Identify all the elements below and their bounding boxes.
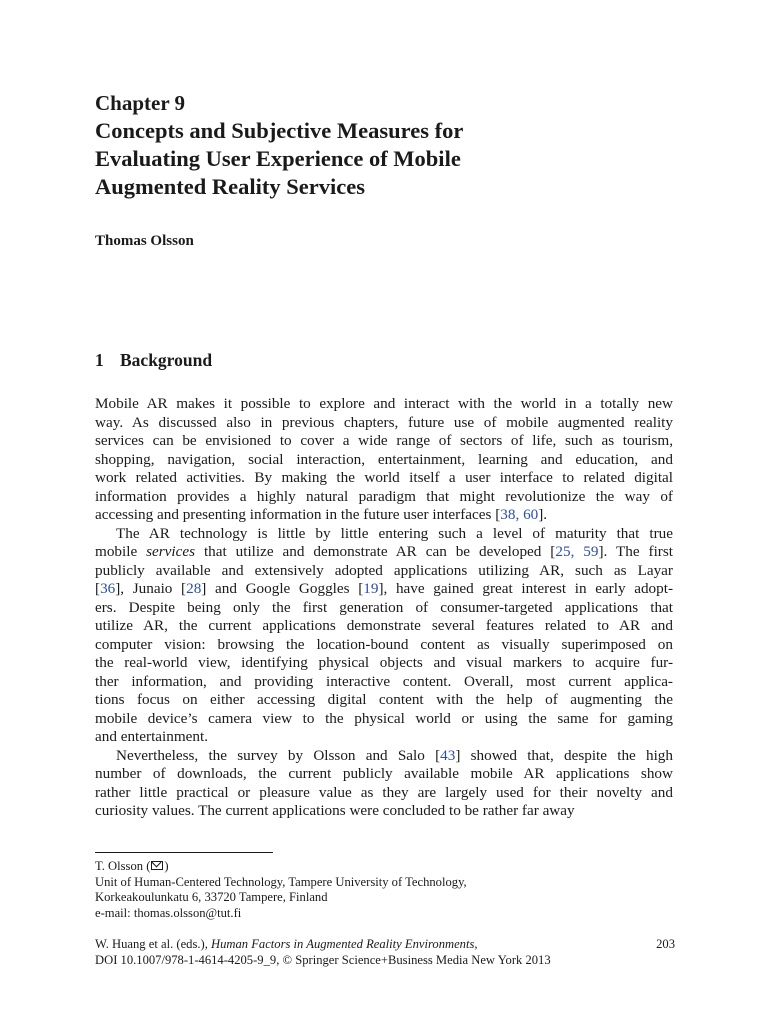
text-span: ther information, and providing interactive content. Overall, most current applica-	[95, 672, 673, 690]
author-name: Thomas Olsson	[95, 233, 194, 249]
text-span: tions focus on either accessing digital content with the help of augmenting the	[95, 691, 673, 708]
text-span: publicly available and extensively adopted applications utilizing AR, such as Layar	[95, 561, 673, 579]
envelope-icon	[151, 861, 163, 870]
text-span: Nevertheless, the survey by Olsson and Salo [	[116, 746, 441, 764]
text-line	[95, 784, 673, 803]
text-span: ] showed that, despite the high	[455, 746, 673, 764]
footnote-affiliation: Unit of Human-Centered Technology, Tampere University of Technology,	[95, 874, 467, 889]
citation-link[interactable]: 19	[363, 580, 379, 597]
text-span: accessing and presenting information in the future user interfaces [	[95, 506, 501, 523]
text-span: curiosity values. The current applications were concluded to be rather far away	[95, 802, 575, 819]
body-text	[95, 395, 673, 821]
chapter-title-line: Augmented Reality Services	[95, 174, 365, 199]
text-line	[95, 747, 673, 766]
citation-link[interactable]: 28	[186, 580, 202, 597]
text-line	[95, 710, 673, 729]
text-line	[95, 765, 673, 784]
page-number: 203	[656, 937, 675, 951]
footnote-author: T. Olsson	[95, 859, 144, 873]
citation-link[interactable]: 36	[100, 580, 116, 597]
body-paragraph	[95, 525, 673, 747]
section-number: 1	[95, 350, 104, 370]
chapter-label: Chapter 9	[95, 91, 186, 115]
text-span: number of downloads, the current publicly available mobile AR applications show	[95, 765, 673, 782]
text-line	[95, 562, 673, 581]
citation-link[interactable]: 38, 60	[500, 506, 539, 523]
text-line	[95, 802, 673, 821]
text-span: ]. The first	[598, 543, 673, 560]
text-line	[95, 580, 673, 599]
text-span: services can be envisioned to cover a wide range of sectors of life, such as tourism,	[95, 432, 673, 449]
text-span: ].	[538, 506, 548, 523]
text-span: Mobile AR makes it possible to explore and interact with the world in a totally new	[95, 395, 673, 412]
section-title: Background	[120, 350, 213, 370]
text-span: information provides a highly natural paradigm that might revolutionize the way of	[95, 487, 673, 505]
text-line	[95, 395, 673, 414]
publication-doi[interactable]: DOI 10.1007/978-1-4614-4205-9_9, © Springer Science+Business Media New York 2013	[95, 952, 551, 967]
text-span: shopping, navigation, social interaction, entertainment, learning and education, and	[95, 450, 673, 468]
section-heading	[95, 350, 212, 371]
text-span: work related activities. By making the world itself a user interface to related digital	[95, 469, 673, 486]
text-span: that utilize and demonstrate AR can be developed [	[195, 543, 556, 560]
text-span: ], Junaio [	[115, 580, 187, 597]
footnote-address: Korkeakoulunkatu 6, 33720 Tampere, Finland	[95, 890, 328, 904]
text-span: utilize AR, the current applications demonstrate several features related to AR and	[95, 617, 673, 634]
publication-info	[95, 937, 675, 968]
text-line	[95, 636, 673, 655]
text-span: computer vision: browsing the location-bound content as visually superimposed on	[95, 635, 673, 653]
text-span: the real-world view, identifying physical objects and visual markers to acquire fur-	[95, 654, 673, 671]
text-span: ] and Google Goggles [	[201, 580, 364, 597]
publication-separator: ,	[474, 937, 478, 951]
text-line	[95, 654, 673, 673]
text-line	[95, 691, 673, 710]
body-paragraph	[95, 395, 673, 525]
text-span: [	[95, 580, 101, 597]
text-span: The AR technology is little by little entering such a level of maturity that true	[116, 524, 673, 542]
text-line	[95, 469, 673, 488]
text-line	[95, 543, 673, 562]
text-span: way. As discussed also in previous chapters, future use of mobile augmented reality	[95, 413, 673, 431]
footnote-divider	[95, 852, 273, 853]
text-line	[95, 506, 673, 525]
chapter-title	[95, 117, 675, 201]
text-span: ], have gained great interest in early adopt-	[378, 580, 673, 597]
text-span: rather little practical or pleasure value as they are largely used for their novelty and	[95, 783, 673, 801]
publication-editors: W. Huang et al. (eds.),	[95, 937, 211, 951]
citation-link[interactable]: 25, 59	[555, 543, 599, 560]
text-line	[95, 488, 673, 507]
text-span: mobile	[95, 543, 147, 560]
chapter-title-line: Evaluating User Experience of Mobile	[95, 146, 461, 171]
text-line	[95, 728, 673, 747]
author-footnote	[95, 859, 467, 921]
book-title: Human Factors in Augmented Reality Environments	[211, 937, 475, 951]
text-line	[95, 432, 673, 451]
text-line	[95, 673, 673, 692]
body-paragraph	[95, 747, 673, 821]
footnote-name-line: T. Olsson ( )	[95, 859, 169, 873]
publication-editors-line	[95, 937, 675, 953]
emphasis-text: services	[146, 543, 196, 560]
text-line	[95, 451, 673, 470]
text-span: mobile device’s camera view to the physical world or using the same for gaming	[95, 709, 673, 727]
citation-link[interactable]: 43	[440, 746, 456, 764]
text-line	[95, 617, 673, 636]
text-span: and entertainment.	[95, 728, 209, 745]
chapter-title-line: Concepts and Subjective Measures for	[95, 118, 464, 143]
text-line	[95, 525, 673, 544]
text-span: ers. Despite being only the first generation of consumer-targeted applications that	[95, 598, 673, 616]
text-line	[95, 599, 673, 618]
footnote-email[interactable]: e-mail: thomas.olsson@tut.fi	[95, 905, 242, 920]
text-line	[95, 414, 673, 433]
